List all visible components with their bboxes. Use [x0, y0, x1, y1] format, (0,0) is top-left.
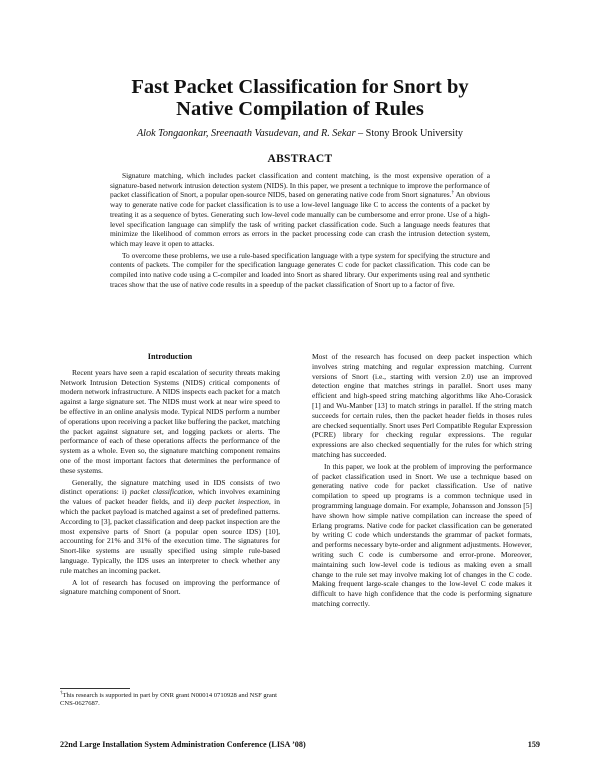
author-line — [60, 128, 540, 139]
intro-paragraph-3: A lot of research has focused on improving the performance of signature matching component of Snort. — [60, 577, 280, 597]
intro-p2-text-a: Generally, the signature matching used in IDS consists of two distinct operations: i) — [60, 477, 280, 497]
abstract-p1-text-b: An obvious way to generate native code for packet classification is to use a low-level language like C to access the contents of a packet by treating it as a sequence of bytes. Generating such low-level code manually can be cumbersome and error prone. Use of a high-level specification language can simplify the task of writing packet classification code. Such a language needs features that minimize the likelihood of common errors as errors in the packet processing code can crash the intrusion detection system, which may leave it open to attacks. — [110, 190, 490, 248]
footnote-symbol: † — [60, 690, 63, 696]
abstract-paragraph-1 — [110, 171, 490, 249]
term-packet-classification: packet classification — [129, 487, 193, 497]
footnote-rule — [60, 688, 130, 689]
footnote — [60, 688, 280, 709]
paper-title — [60, 76, 540, 120]
footer-conference: 22nd Large Installation System Administration Conference (LISA ’08) — [60, 740, 306, 749]
abstract-body — [110, 171, 490, 289]
term-deep-packet-inspection: deep packet inspection — [197, 497, 269, 507]
left-column — [60, 352, 280, 597]
abstract-paragraph-2: To overcome these problems, we use a rule-based specification language with a type system for specifying the structure and contents of packets. The compiler for the specification language generates C code for packet classification. This code can be compiled into native code using a C-compiler and loaded into Snort as shared library. Our experiments using real and synthetic traces show that the use of native code results in a speedup of the packet classification of Snort up to a factor of five. — [110, 250, 490, 289]
page-number: 159 — [527, 740, 540, 749]
intro-p2-text-c: , in which the packet payload is matched against a set of predefined patterns. According to [3], packet classification and deep packet inspection are the most expensive parts of Snort (a popular open source IDS) [10], accounting for 21% and 31% of the execution time. The signatures for Snort-like systems are usually specified using simple rule-based language. Typically, the IDS uses an interpreter to check whether any rule matches an incoming packet. — [60, 497, 280, 575]
intro-paragraph-1: Recent years have seen a rapid escalation of security threats making Network Intrusion Detection Systems (NIDS) critical components of modern network infrastructure. A NIDS inspects each packet for a match against a large signature set. The NIDS must work at near wire speed to be effective in an online analysis mode. Typical NIDS perform a number of operations upon receiving a packet like buffering the packet, matching the packet against signature set, and logging packets or alerts. The performance of each of these operations affects the performance of the system as a whole. Even so, the signature matching component remains one of the most important factors that determines the performance of these systems. — [60, 367, 280, 475]
title-line-1: Fast Packet Classification for Snort by — [131, 76, 469, 98]
author-names: Alok Tongaonkar, Sreenaath Vasudevan, and R. Sekar — [136, 128, 356, 139]
right-paragraph-1: Most of the research has focused on deep packet inspection which involves string matching and regular expression matching. Current versions of Snort (i.e., starting with version 2.0) use an improved detection engine that matches strings in parallel. Snort uses many efficient and high-speed string matching algorithms like Aho-Corasick [1] and Wu-Manber [13] to match strings in parallel. If the string match succeeds for certain rules, then the packet header fields in thoses rules are checked sequentially. Snort uses Perl Compatible Regular Expression (PCRE) library for checking regular expressions. The regular expressions are also checked sequentially for the rules for which string matching has succeeded. — [312, 352, 532, 459]
abstract-p1-text-a: Signature matching, which includes packet classification and content matching, is the most expensive operation of a signature-based network intrusion detection system (NIDS). In this paper, we present a technique to improve the performance of packet classification of Snort, a popular open-source NIDS, based on generating native code from Snort signatures. — [110, 171, 490, 200]
title-line-2: Native Compilation of Rules — [176, 98, 424, 120]
right-column — [312, 352, 532, 609]
abstract-heading: ABSTRACT — [267, 153, 333, 165]
footnote-text: This research is supported in part by ONR grant N00014 0710928 and NSF grant CNS-0627687. — [60, 692, 277, 708]
section-heading-introduction: Introduction — [147, 352, 193, 361]
intro-p2-text-b: , which involves examining the values of packet header fields, and ii) — [60, 487, 280, 507]
right-paragraph-2: In this paper, we look at the problem of improving the performance of packet classification used in Snort. We use a technique based on generating native code for packet classification. Use of native compilation to speed up programs is a common technique used in programming language domain. For example, Johansson and Jonsson [5] have shown how simple native compilation can increase the speed of Erlang programs. Native code for packet classification can be generated by writing C code which understands the grammar of packet formats, and performs necessary byte-order and alignment adjustments. However, writing such C code is cumbersome and error-prone. Moreover, maintaining such low-level code is tedious as making even a small change to the rule set may involve making lot of changes in the C code. Making frequent large-scale changes to the low-level C code makes it difficult to have high confidence that the code is performing signature matching correctly. — [312, 461, 532, 608]
affiliation: – Stony Brook University — [355, 128, 464, 139]
intro-paragraph-2 — [60, 478, 280, 576]
footnote-marker: † — [451, 190, 455, 196]
